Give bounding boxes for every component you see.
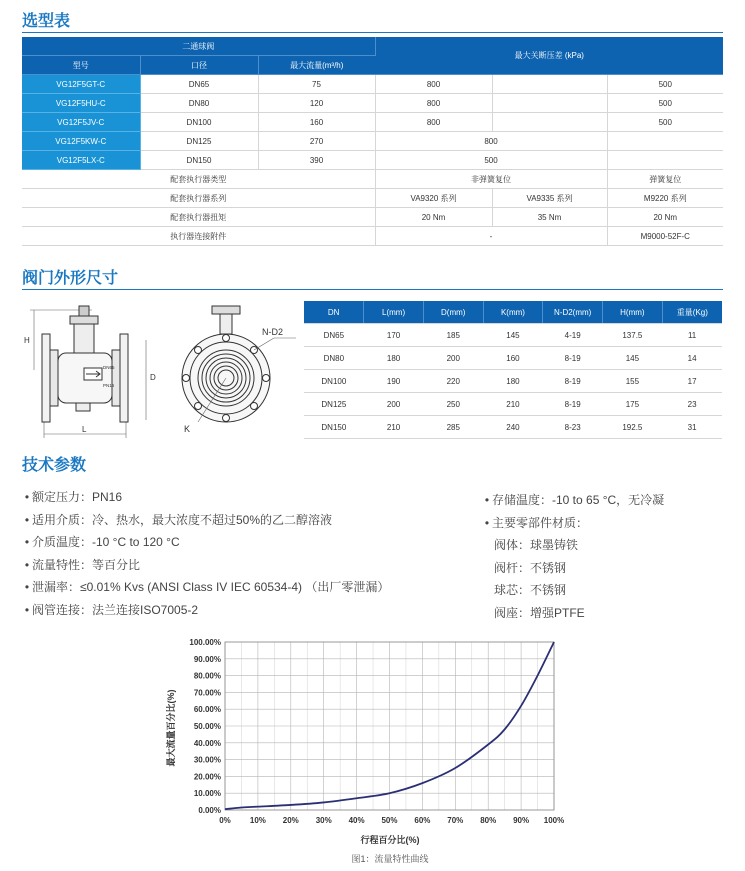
x-tick-label: 30% [315,816,332,825]
model-cell: VG12F5HU-C [22,94,140,113]
dimension-cell: 220 [423,370,483,393]
pressure-cell: 500 [607,75,723,94]
dimension-cell: 180 [364,347,424,370]
table-row [22,208,723,227]
param-row [22,531,389,554]
dimension-cell: 240 [483,416,543,439]
flow-cell: 270 [258,132,375,151]
param-text: 阀管连接：法兰连接ISO7005-2 [32,602,199,617]
material-row: 球芯：不锈钢 [494,583,567,597]
table-row [22,227,723,246]
table-row [304,324,722,347]
chart-ylabel: 最大流量百分比(%) [166,689,176,767]
dimension-cell: 190 [364,370,424,393]
dimension-cell: DN80 [304,347,364,370]
label-k: K [184,424,191,434]
param-text: 介质温度：-10 °C to 120 °C [32,535,180,549]
selection-title: 选型表 [22,13,71,30]
material-row: 阀体：球墨铸铁 [494,538,579,552]
bullet: • [24,490,30,504]
flow-cell: 75 [258,75,375,94]
bullet: • [24,535,30,549]
param-row [22,576,389,599]
dimension-title: 阀门外形尺寸 [22,270,119,287]
tech-params-left [22,486,389,621]
table-row [304,393,722,416]
accessory-label: 执行器连接附件 [22,227,375,246]
col-flow-header: 最大流量(m³/h) [258,56,375,75]
dimension-cell: 145 [483,324,543,347]
dn-cell: DN150 [140,151,258,170]
table-row [22,94,723,113]
dn-cell: DN80 [140,94,258,113]
dimension-cell: 192.5 [603,416,663,439]
dimension-cell: 175 [603,393,663,416]
table-row [304,370,722,393]
dimension-cell: DN100 [304,370,364,393]
pressure-cell: 500 [375,151,607,170]
accessory-cell: - [375,227,607,246]
pressure-cell: 500 [607,113,723,132]
x-tick-label: 50% [381,816,398,825]
dn-cell: DN100 [140,113,258,132]
dimension-cell: 8-19 [543,347,603,370]
dimension-cell: 285 [423,416,483,439]
bullet: • [24,512,30,527]
dimension-cell: DN150 [304,416,364,439]
dimension-cell: 185 [423,324,483,347]
dimension-cell: 14 [662,347,722,370]
param-row [22,599,389,622]
pressure-cell: 800 [375,113,492,132]
x-tick-label: 90% [513,816,530,825]
label-nd2: N-D2 [262,327,284,337]
dimension-header-cell: H(mm) [603,301,663,324]
y-tick-label: 50.00% [193,722,221,731]
group-header: 二通球阀 [22,37,375,56]
bullet: • [484,493,490,507]
model-cell: VG12F5LX-C [22,151,140,170]
pressure-cell [492,94,607,113]
param-text: 存储温度：-10 to 65 °C，无冷凝 [492,493,665,507]
dimension-cell: 155 [603,370,663,393]
actuator-type-label: 配套执行器类型 [22,170,375,189]
body-mark-dn: DN65 [103,365,115,370]
flow-characteristic-chart [150,628,600,868]
bullet: • [484,515,490,530]
pressure-cell: 800 [375,75,492,94]
y-tick-label: 20.00% [193,772,221,782]
model-cell: VG12F5JV-C [22,113,140,132]
dimension-cell: 4-19 [543,324,603,347]
param-row [22,554,389,577]
table-row [22,189,723,208]
dimension-header-cell: L(mm) [364,301,424,324]
param-row [482,489,664,512]
dimension-cell: 31 [662,416,722,439]
table-row [22,75,723,94]
dimension-header-cell: K(mm) [483,301,543,324]
dimension-cell: 8-19 [543,370,603,393]
material-row: 阀杆：不锈钢 [494,560,567,575]
param-text: 主要零部件材质： [492,515,589,530]
series-cell: VA9320 系列 [375,189,492,208]
pressure-cell: 800 [375,132,607,151]
param-row [22,509,389,532]
dimension-cell: 170 [364,324,424,347]
param-row [482,512,664,535]
dimension-header-cell: 重量(Kg) [662,301,722,324]
pressure-cell: 500 [607,94,723,113]
bullet: • [24,580,30,594]
spring-cell: 弹簧复位 [607,170,723,189]
dimension-cell: 8-23 [543,416,603,439]
bullet: • [24,557,30,572]
table-row [22,170,723,189]
model-cell: VG12F5KW-C [22,132,140,151]
selection-header-row [22,37,723,56]
dimension-cell: 137.5 [603,324,663,347]
y-tick-label: 0.00% [198,806,221,815]
selection-table [22,37,723,246]
torque-cell: 20 Nm [607,208,723,227]
y-tick-label: 80.00% [193,671,221,681]
param-text: 额定压力：PN16 [32,490,123,504]
x-tick-label: 40% [348,816,365,825]
y-tick-label: 100.00% [189,638,221,647]
param-text: 泄漏率：≤0.01% Kvs (ANSI Class IV IEC 60534-4) （出厂零泄漏） [32,580,390,594]
label-l: L [82,425,87,434]
x-tick-label: 20% [282,816,299,825]
body-mark-pn: PN16 [103,383,115,388]
dimension-cell: 11 [662,324,722,347]
valve-front-view-drawing [172,298,300,443]
label-h: H [24,336,30,345]
x-tick-label: 10% [249,816,266,825]
dimension-cell: 23 [662,393,722,416]
actuator-series-label: 配套执行器系列 [22,189,375,208]
dimension-cell: DN125 [304,393,364,416]
col-caliber-header: 口径 [140,56,258,75]
tech-params-right [482,489,664,624]
dimension-table [304,301,722,439]
x-tick-label: 80% [480,816,497,825]
label-d: D [150,373,156,382]
table-row [22,132,723,151]
dimension-cell: 145 [603,347,663,370]
dimension-header-cell: N-D2(mm) [543,301,603,324]
dimension-cell: 210 [483,393,543,416]
table-row [304,347,722,370]
table-row [22,151,723,170]
dimension-cell: DN65 [304,324,364,347]
flow-cell: 120 [258,94,375,113]
pressure-header: 最大关断压差 (kPa) [375,37,723,75]
x-tick-label: 0% [219,816,231,825]
param-row [22,486,389,509]
dimension-header-row [304,301,722,324]
selection-rule [22,32,723,33]
model-cell: VG12F5GT-C [22,75,140,94]
y-tick-label: 10.00% [193,789,221,799]
torque-cell: 35 Nm [492,208,607,227]
dn-cell: DN125 [140,132,258,151]
non-spring-cell: 非弹簧复位 [375,170,607,189]
pressure-cell: 800 [375,94,492,113]
dimension-cell: 8-19 [543,393,603,416]
table-row [22,113,723,132]
dimension-cell: 210 [364,416,424,439]
dimension-cell: 180 [483,370,543,393]
bullet: • [24,602,30,617]
dimension-cell: 160 [483,347,543,370]
dimension-cell: 200 [423,347,483,370]
x-tick-label: 100% [543,816,565,825]
x-tick-label: 70% [447,816,464,825]
valve-side-view-drawing [22,298,170,443]
y-tick-label: 60.00% [193,705,221,715]
flow-cell: 390 [258,151,375,170]
y-tick-label: 70.00% [193,688,221,698]
dimension-rule [22,289,723,290]
x-tick-label: 60% [414,816,431,825]
accessory-cell: M9000-52F-C [607,227,723,246]
table-row [304,416,722,439]
dimension-header-cell: DN [304,301,364,324]
torque-cell: 20 Nm [375,208,492,227]
y-tick-label: 30.00% [193,755,221,765]
pressure-cell [607,151,723,170]
torque-label: 配套执行器扭矩 [22,208,375,227]
flow-cell: 160 [258,113,375,132]
dimension-cell: 250 [423,393,483,416]
dimension-cell: 17 [662,370,722,393]
chart-xlabel: 行程百分比(%) [360,835,420,845]
chart-caption: 图1：流量特性曲线 [351,854,429,864]
dimension-header-cell: D(mm) [423,301,483,324]
pressure-cell [492,75,607,94]
param-text: 流量特性：等百分比 [32,557,141,572]
pressure-cell [492,113,607,132]
material-row: 阀座：增强PTFE [494,605,585,620]
dn-cell: DN65 [140,75,258,94]
tech-title: 技术参数 [22,457,87,474]
param-text: 适用介质：冷、热水，最大浓度不超过50%的乙二醇溶液 [32,512,333,527]
col-model-header: 型号 [22,56,140,75]
series-cell: VA9335 系列 [492,189,607,208]
y-tick-label: 90.00% [193,654,221,664]
y-tick-label: 40.00% [193,738,221,748]
dimension-cell: 200 [364,393,424,416]
series-cell: M9220 系列 [607,189,723,208]
pressure-cell [607,132,723,151]
